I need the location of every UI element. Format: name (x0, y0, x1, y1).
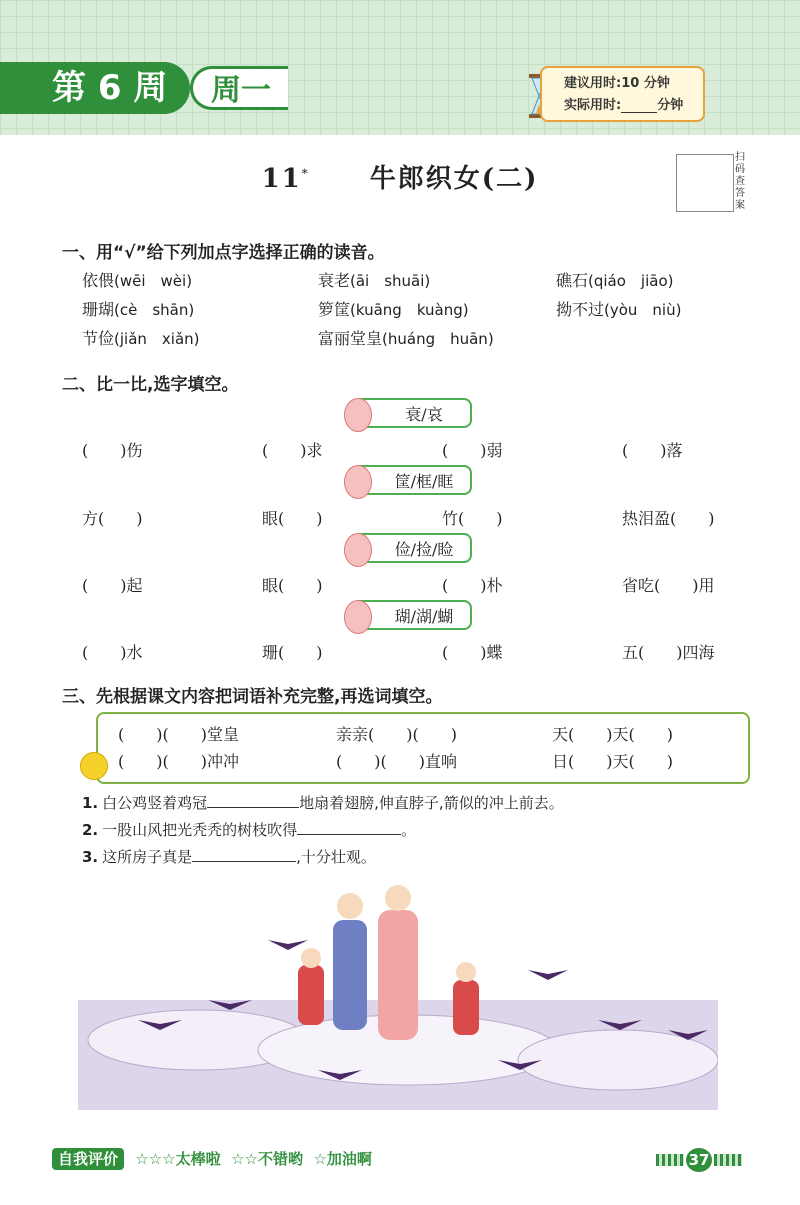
level-2-label: 不错哟 (257, 1150, 303, 1168)
word-blank[interactable]: 天( )天( ) (552, 725, 673, 744)
qr-label: 扫码查答案 (735, 152, 745, 211)
star-icon[interactable]: ☆ (313, 1150, 327, 1168)
sentence-1: 1. 白公鸡竖着鸡冠 地扇着翅膀,伸直脖子,箭似的冲上前去。 (82, 794, 564, 812)
actual-time-blank[interactable] (621, 98, 657, 113)
fill-blank[interactable]: 眼( ) (262, 576, 323, 595)
fill-blank[interactable]: ( )求 (262, 441, 323, 460)
fill-blank[interactable]: 眼( ) (262, 509, 323, 528)
level-3-label: 加油啊 (326, 1150, 372, 1168)
fill-blank[interactable]: ( )朴 (442, 576, 503, 595)
char-group-pill: 衰/哀 (352, 398, 472, 428)
fill-blank[interactable]: ( )蝶 (442, 643, 503, 662)
word-blank[interactable]: 日( )天( ) (552, 752, 673, 771)
pinyin-item[interactable]: 箩筐(kuāng kuàng) (318, 300, 469, 319)
star-icon[interactable]: ☆☆☆ (135, 1150, 176, 1168)
pinyin-item[interactable]: 礁石(qiáo jiāo) (556, 271, 674, 290)
word-blank[interactable]: 亲亲( )( ) (336, 725, 457, 744)
page-number-value: 37 (686, 1148, 712, 1172)
level-1-label: 太棒啦 (175, 1150, 221, 1168)
sentence-2: 2. 一股山风把光秃秃的树枝吹得 。 (82, 821, 417, 839)
star-icon[interactable]: ☆☆ (231, 1150, 258, 1168)
chick-icon (80, 752, 108, 780)
fairy-icon (344, 398, 372, 432)
sentence-3: 3. 这所房子真是 ,十分壮观。 (82, 848, 376, 866)
pinyin-item[interactable]: 拗不过(yòu niù) (556, 300, 682, 319)
self-evaluation (52, 1148, 372, 1169)
section1-heading: 一、用“√”给下列加点字选择正确的读音。 (62, 243, 385, 263)
lesson-name: 牛郎织女(二) (369, 164, 539, 194)
fill-blank[interactable]: 方( ) (82, 509, 143, 528)
pinyin-item[interactable]: 衰老(āi shuāi) (318, 271, 431, 290)
qr-code-icon[interactable] (676, 154, 734, 212)
fill-blank[interactable]: 热泪盈( ) (622, 509, 715, 528)
fairy-icon (344, 465, 372, 499)
page-number (656, 1148, 746, 1172)
sentence-blank[interactable] (297, 820, 401, 835)
fill-blank[interactable]: ( )水 (82, 643, 143, 662)
pinyin-item[interactable]: 依偎(wēi wèi) (82, 271, 193, 290)
sentence-blank[interactable] (192, 847, 296, 862)
fill-blank[interactable]: ( )起 (82, 576, 143, 595)
suggested-time: 建议用时:10 分钟 (564, 76, 670, 91)
cowherd-weaver-magpie-bridge-illustration (78, 880, 718, 1110)
fill-blank[interactable]: ( )落 (622, 441, 683, 460)
pinyin-item[interactable]: 珊瑚(cè shān) (82, 300, 195, 319)
word-blank[interactable]: ( )( )堂皇 (118, 725, 239, 744)
char-group-pill: 瑚/湖/蝴 (352, 600, 472, 630)
pinyin-item[interactable]: 富丽堂皇(huáng huān) (318, 329, 494, 348)
section3-heading: 三、先根据课文内容把词语补充完整,再选词填空。 (62, 687, 443, 707)
page-decoration (714, 1154, 742, 1166)
word-blank[interactable]: ( )( )冲冲 (118, 752, 239, 771)
fairy-icon (344, 600, 372, 634)
fill-blank[interactable]: 五( )四海 (622, 643, 715, 662)
fill-blank[interactable]: ( )伤 (82, 441, 143, 460)
actual-time: 实际用时: 分钟 (564, 98, 684, 113)
fill-blank[interactable]: 省吃( )用 (622, 576, 715, 595)
self-evaluation-label: 自我评价 (52, 1148, 124, 1170)
char-group-pill: 俭/捡/睑 (352, 533, 472, 563)
sentence-blank[interactable] (207, 793, 299, 808)
fill-blank[interactable]: 竹( ) (442, 509, 503, 528)
fill-blank[interactable]: 珊( ) (262, 643, 323, 662)
time-box (540, 66, 705, 122)
lesson-number: 11* (261, 164, 310, 194)
fill-blank[interactable]: ( )弱 (442, 441, 503, 460)
word-blank[interactable]: ( )( )直响 (336, 752, 457, 771)
pinyin-item[interactable]: 节俭(jiǎn xiǎn) (82, 329, 200, 348)
fairy-icon (344, 533, 372, 567)
section2-heading: 二、比一比,选字填空。 (62, 375, 239, 395)
week-label: 第 6 周 (0, 62, 190, 114)
page-decoration (656, 1154, 684, 1166)
day-label: 周一 (190, 66, 288, 110)
char-group-pill: 筐/框/眶 (352, 465, 472, 495)
